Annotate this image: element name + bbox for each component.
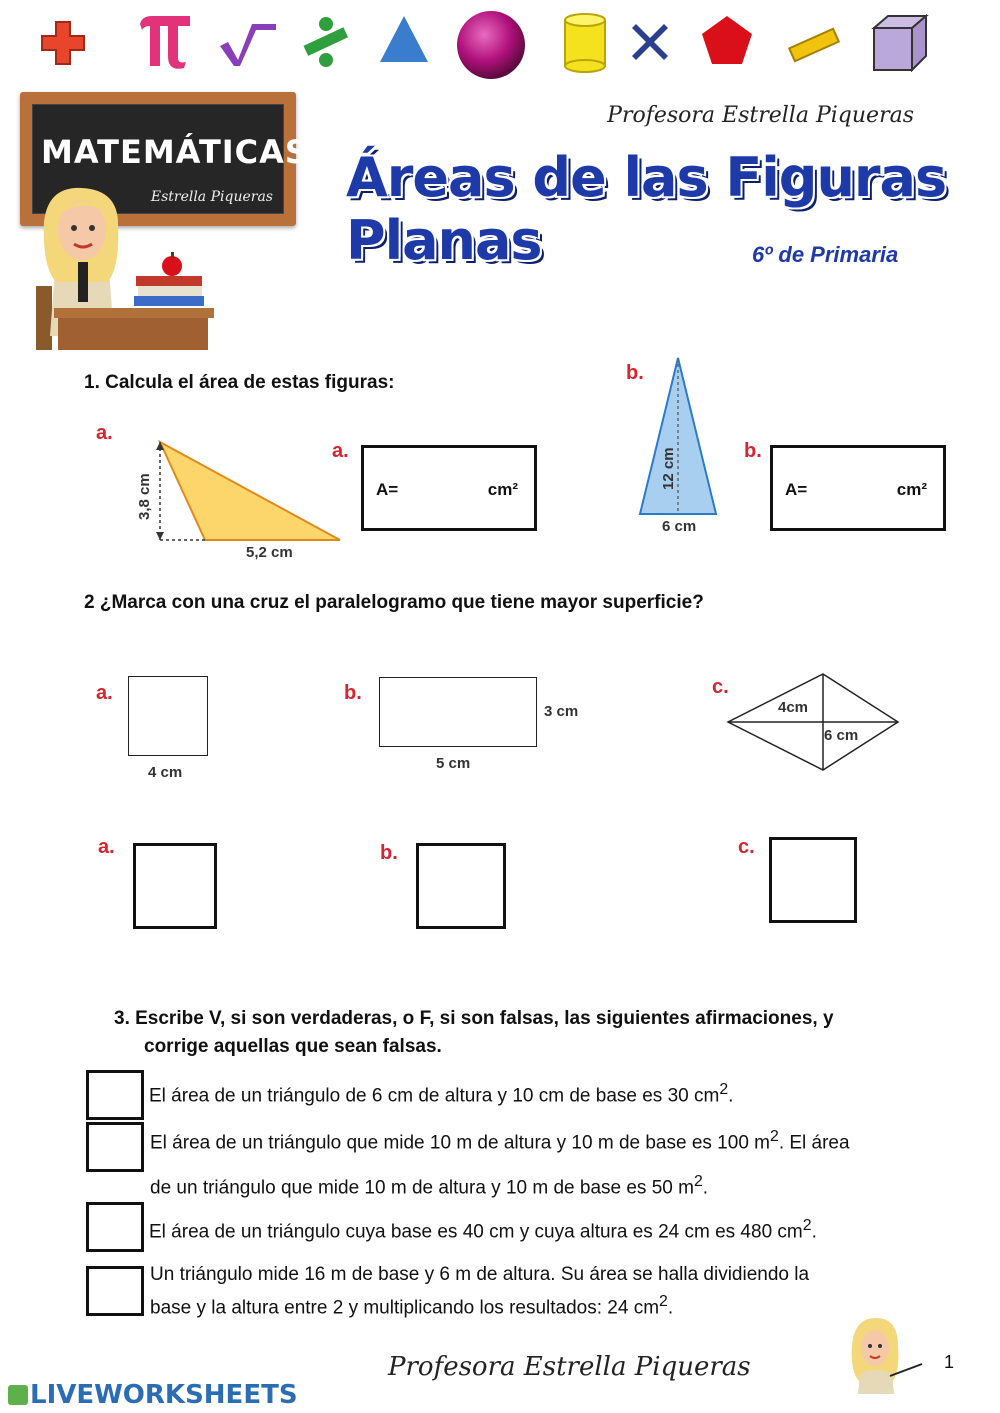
shape-b-base: 5 cm [436, 755, 471, 772]
division-icon [302, 16, 350, 68]
shape-a-side: 4 cm [148, 764, 183, 781]
board-author: Estrella Piqueras [150, 189, 273, 205]
triangle-a-figure [130, 436, 350, 546]
triangle-icon [378, 14, 430, 64]
teacher-pointing-illustration [846, 1316, 926, 1394]
statement-4b-text: base y la altura entre 2 y multiplicando los resultados: 24 cm [150, 1297, 660, 1319]
shape-a-label: a. [96, 682, 113, 704]
answer-a-label: a. [332, 440, 349, 462]
rectangle-shape [379, 677, 537, 747]
answer-a-box[interactable] [361, 445, 537, 531]
statement-1-text: El área de un triángulo de 6 cm de altura y 10 cm de base es 30 cm [149, 1085, 720, 1107]
statement-1 [149, 1076, 733, 1110]
sqrt-icon [218, 20, 278, 68]
answer-a-unit: cm² [487, 480, 518, 499]
question-1-text: 1. Calcula el área de estas figuras: [84, 372, 395, 393]
teacher-name-top: Profesora Estrella Piqueras [607, 103, 914, 128]
statement-3-end: . [811, 1221, 817, 1243]
brand-mark-icon [8, 1385, 28, 1405]
statement-2a-text: El área de un triángulo que mide 10 m de altura y 10 m de base es 100 m [150, 1132, 770, 1154]
vf-box-3[interactable] [86, 1202, 144, 1252]
vf-box-2[interactable] [86, 1122, 144, 1172]
cylinder-icon [562, 12, 608, 74]
mark-box-c[interactable] [769, 837, 857, 923]
shape-c-d2: 6 cm [824, 727, 859, 744]
board-title: MATEMÁTICAS [41, 133, 309, 171]
question-3-text-line1: 3. Escribe V, si son verdaderas, o F, si son falsas, las siguientes afirmaciones, y [114, 1008, 834, 1029]
vf-box-1[interactable] [86, 1070, 144, 1120]
shape-c-d1: 4cm [778, 699, 809, 716]
box-c-label: c. [738, 836, 755, 858]
statement-2-line2 [150, 1168, 708, 1202]
footer-teacher-name: Profesora Estrella Piqueras [388, 1352, 751, 1382]
statement-2-line1 [150, 1123, 850, 1157]
fig-b-label: b. [626, 362, 644, 384]
statement-2b-end: . [702, 1177, 709, 1199]
sphere-icon [454, 8, 528, 82]
statement-4b-end: . [667, 1297, 674, 1319]
fig-b-base: 6 cm [662, 518, 697, 535]
statement-3-sup: 2 [802, 1217, 812, 1234]
teacher-illustration [34, 186, 220, 352]
shape-c-label: c. [712, 676, 729, 698]
statement-1-sup: 2 [719, 1081, 729, 1098]
answer-b-unit: cm² [896, 480, 927, 499]
liveworksheets-logo[interactable] [8, 1380, 298, 1410]
page-title: Áreas de las Figuras Planas [346, 146, 947, 272]
statement-4-line2 [150, 1288, 673, 1322]
mark-box-b[interactable] [416, 843, 506, 929]
mark-box-a[interactable] [133, 843, 217, 929]
question-3-text-line2: corrige aquellas que sean falsas. [144, 1036, 442, 1057]
fig-b-height: 12 cm [660, 447, 677, 490]
question-2-text: 2 ¿Marca con una cruz el paralelogramo que tiene mayor superficie? [84, 592, 704, 613]
box-a-label: a. [98, 836, 115, 858]
vf-box-4[interactable] [86, 1266, 144, 1316]
multiply-icon [630, 22, 670, 62]
statement-2a-end: . El área [778, 1132, 850, 1154]
ruler-icon [788, 26, 840, 66]
page-number: 1 [944, 1352, 955, 1372]
fig-a-label: a. [96, 422, 113, 444]
answer-b-box[interactable] [770, 445, 946, 531]
answer-b-prefix: A= [785, 480, 808, 499]
shape-b-height: 3 cm [544, 703, 579, 720]
box-b-label: b. [380, 842, 398, 864]
square-shape [128, 676, 208, 756]
statement-2b-text: de un triángulo que mide 10 m de altura y 10 m de base es 50 m [150, 1177, 694, 1199]
rhombus-shape [724, 670, 902, 774]
triangle-b-figure [634, 354, 722, 518]
plus-icon [38, 18, 88, 68]
shape-b-label: b. [344, 682, 362, 704]
cube-icon [870, 14, 930, 72]
statement-2b-sup: 2 [693, 1173, 703, 1190]
grade-label: 6º de Primaria [752, 242, 899, 267]
pentagon-icon [700, 14, 754, 66]
statement-3 [149, 1212, 817, 1246]
fig-a-base: 5,2 cm [246, 544, 293, 561]
statement-2a-sup: 2 [770, 1128, 779, 1145]
statement-1-end: . [728, 1085, 734, 1107]
answer-b-label: b. [744, 440, 762, 462]
statement-3-text: El área de un triángulo cuya base es 40 cm y cuya altura es 24 cm es 480 cm [149, 1221, 803, 1243]
statement-4-line1: Un triángulo mide 16 m de base y 6 m de altura. Su área se halla dividiendo la [150, 1264, 810, 1285]
brand-name: LIVEWORKSHEETS [30, 1380, 298, 1410]
answer-a-prefix: A= [376, 480, 399, 499]
statement-4b-sup: 2 [659, 1293, 668, 1310]
fig-a-height: 3,8 cm [136, 473, 153, 520]
pi-icon [136, 10, 192, 70]
